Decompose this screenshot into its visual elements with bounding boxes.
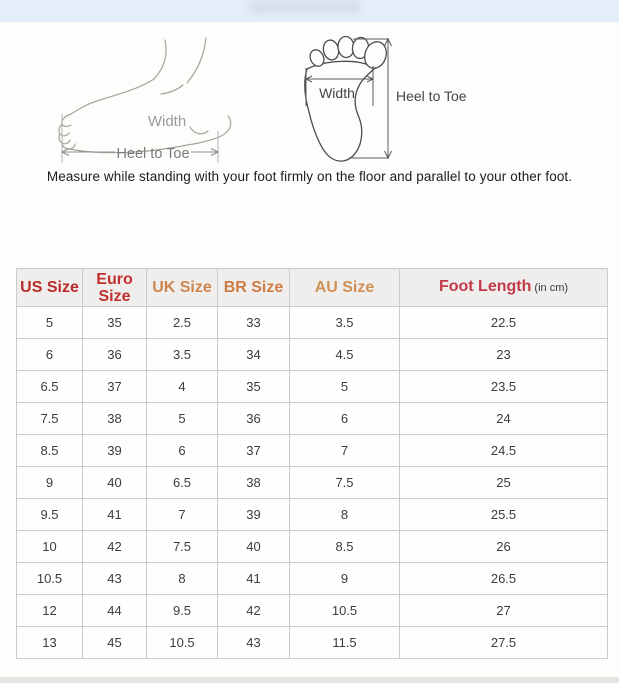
size-cell: 7.5 [147,531,218,563]
header-cell [400,269,608,307]
column-label: Euro Size [96,270,133,305]
foot-sketch-lines [59,38,231,153]
size-cell: 10 [17,531,83,563]
size-cell: 35 [83,307,147,339]
size-cell: 12 [17,595,83,627]
size-cell: 38 [83,403,147,435]
size-cell: 37 [218,435,290,467]
size-cell: 7 [290,435,400,467]
table-row [17,403,608,435]
footprint-length-label: Heel to Toe [396,88,467,104]
size-cell: 23 [400,339,608,371]
bottom-band [0,677,619,683]
size-cell: 40 [218,531,290,563]
size-cell: 6.5 [17,371,83,403]
size-cell: 3.5 [147,339,218,371]
column-label: BR Size [223,279,284,296]
size-cell: 33 [218,307,290,339]
size-cell: 6 [17,339,83,371]
size-cell: 3.5 [290,307,400,339]
size-cell: 8 [290,499,400,531]
size-cell: 25 [400,467,608,499]
size-cell: 24 [400,403,608,435]
size-cell: 26 [400,531,608,563]
size-cell: 23.5 [400,371,608,403]
size-cell: 6 [290,403,400,435]
header-cell [218,269,290,307]
size-cell: 10.5 [290,595,400,627]
size-cell: 42 [218,595,290,627]
header-cell [83,269,147,307]
header-cell [290,269,400,307]
size-cell: 44 [83,595,147,627]
size-cell: 22.5 [400,307,608,339]
table-row [17,627,608,659]
size-cell: 7.5 [290,467,400,499]
size-cell: 8 [147,563,218,595]
size-cell: 36 [83,339,147,371]
size-cell: 4.5 [290,339,400,371]
column-unit-label: (in cm) [531,282,569,294]
size-cell: 35 [218,371,290,403]
size-cell: 38 [218,467,290,499]
table-row [17,467,608,499]
size-cell: 2.5 [147,307,218,339]
size-cell: 11.5 [290,627,400,659]
size-cell: 26.5 [400,563,608,595]
size-cell: 5 [290,371,400,403]
size-cell: 10.5 [147,627,218,659]
size-chart-table [16,268,608,659]
size-cell: 8.5 [17,435,83,467]
top-band [0,0,619,22]
size-cell: 8.5 [290,531,400,563]
measurement-diagrams [0,22,619,182]
size-cell: 25.5 [400,499,608,531]
size-cell: 39 [218,499,290,531]
foot-side-view-diagram [55,30,245,170]
size-cell: 7.5 [17,403,83,435]
size-cell: 7 [147,499,218,531]
size-cell: 40 [83,467,147,499]
size-cell: 27.5 [400,627,608,659]
side-foot-length-label: Heel to Toe [116,146,190,162]
size-cell: 5 [17,307,83,339]
footprint-sole-outline [305,61,375,161]
size-cell: 43 [83,563,147,595]
size-cell: 9.5 [147,595,218,627]
size-cell: 41 [218,563,290,595]
table-row [17,339,608,371]
column-label: US Size [20,279,79,296]
size-cell: 6 [147,435,218,467]
column-label: Foot Length [438,278,532,295]
footprint-width-label: Width [319,85,355,101]
footprint-diagram [293,22,471,174]
column-label: AU Size [314,279,375,296]
size-cell: 13 [17,627,83,659]
table-header-row [17,269,608,307]
size-cell: 39 [83,435,147,467]
table-row [17,531,608,563]
top-band-artifact [250,1,360,13]
size-cell: 43 [218,627,290,659]
size-cell: 9 [17,467,83,499]
table-row [17,371,608,403]
size-cell: 42 [83,531,147,563]
size-cell: 10.5 [17,563,83,595]
measure-instruction-text: Measure while standing with your foot firmly on the floor and parallel to your other foot. [46,169,573,184]
table-row [17,499,608,531]
size-cell: 4 [147,371,218,403]
size-cell: 36 [218,403,290,435]
table-row [17,307,608,339]
size-cell: 37 [83,371,147,403]
header-cell [147,269,218,307]
table-row [17,435,608,467]
size-cell: 9.5 [17,499,83,531]
size-cell: 24.5 [400,435,608,467]
size-cell: 5 [147,403,218,435]
table-row [17,563,608,595]
size-cell: 34 [218,339,290,371]
size-rows [17,307,608,659]
table-row [17,595,608,627]
header-cell [17,269,83,307]
size-cell: 9 [290,563,400,595]
side-foot-width-label: Width [147,113,187,130]
size-cell: 45 [83,627,147,659]
size-cell: 27 [400,595,608,627]
size-cell: 6.5 [147,467,218,499]
size-cell: 41 [83,499,147,531]
column-label: UK Size [152,279,212,296]
